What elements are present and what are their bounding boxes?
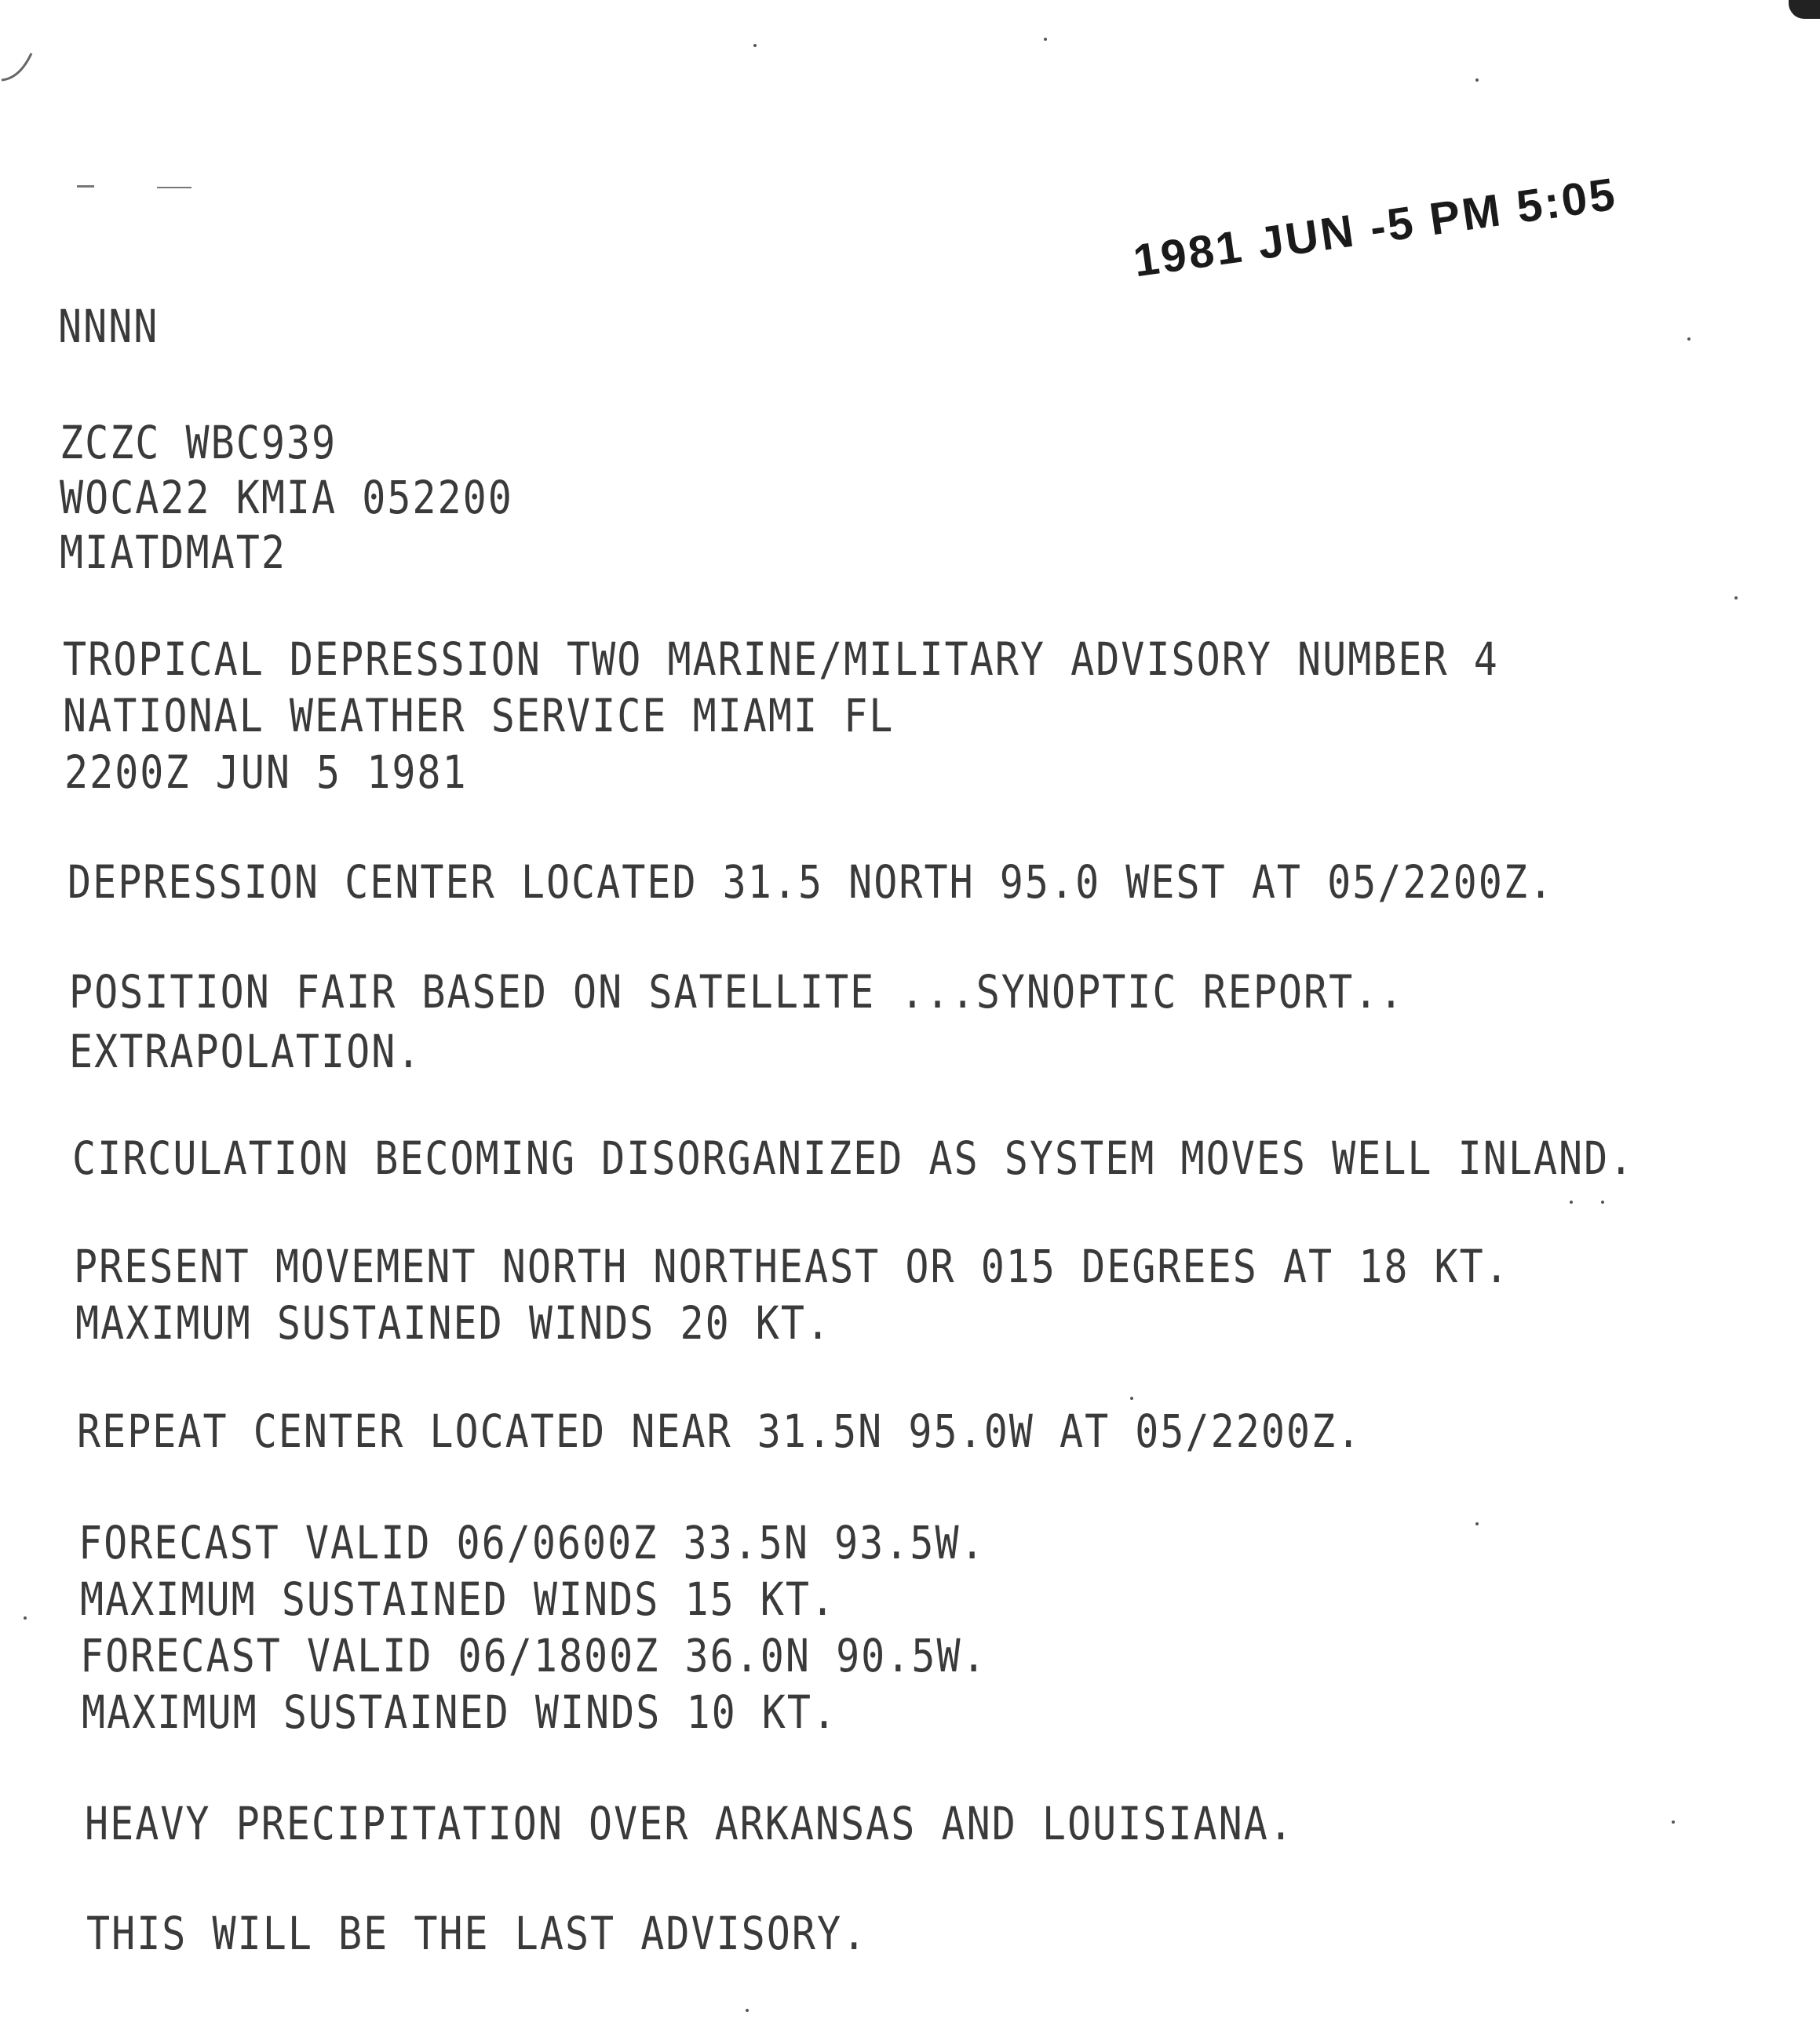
speck [1672,1820,1675,1824]
advisory-text-line: HEAVY PRECIPITATION OVER ARKANSAS AND LOUISIANA. [85,1798,1294,1850]
forecast-line: MAXIMUM SUSTAINED WINDS 10 KT. [82,1686,838,1739]
header-line: ZCZC WBC939 [60,417,337,469]
speck [1475,78,1479,82]
end-of-message-marker: NNNN [58,301,159,353]
speck [746,2009,749,2012]
speck [1734,596,1738,600]
speck [1130,1397,1133,1400]
received-timestamp-stamp: 1981 JUN -5 PM 5:05 [1130,168,1621,287]
advisory-text-line: REPEAT CENTER LOCATED NEAR 31.5N 95.0W AT 05/2200Z. [77,1405,1362,1458]
issuing-office: NATIONAL WEATHER SERVICE MIAMI FL [63,690,895,742]
speck [1044,38,1047,41]
closing-line: THIS WILL BE THE LAST ADVISORY. [86,1908,868,1960]
speck [1570,1201,1573,1204]
advisory-text-line: EXTRAPOLATION. [69,1026,422,1078]
advisory-text-line: MAXIMUM SUSTAINED WINDS 20 KT. [75,1297,832,1350]
forecast-line: FORECAST VALID 06/0600Z 33.5N 93.5W. [78,1517,986,1569]
corner-ink-mark [1789,0,1820,19]
issue-time: 2200Z JUN 5 1981 [64,746,468,799]
margin-curl-mark [0,47,47,86]
advisory-text-line: CIRCULATION BECOMING DISORGANIZED AS SYSTEM MOVES WELL INLAND. [72,1132,1635,1185]
advisory-text-line: POSITION FAIR BASED ON SATELLITE ...SYNOPTIC REPORT.. [69,966,1405,1019]
speck [1601,1201,1604,1204]
forecast-line: FORECAST VALID 06/1800Z 36.0N 90.5W. [80,1630,987,1682]
advisory-text-line: DEPRESSION CENTER LOCATED 31.5 NORTH 95.0 WEST AT 05/2200Z. [67,856,1555,909]
advisory-text-line: PRESENT MOVEMENT NORTH NORTHEAST OR 015 DEGREES AT 18 KT. [74,1241,1510,1293]
stray-dash-mark [157,187,191,188]
speck [753,44,757,47]
speck [24,1616,27,1620]
speck [1687,337,1691,341]
header-line: WOCA22 KMIA 052200 [60,472,513,524]
speck [1475,1522,1479,1525]
stray-dash-mark [77,185,94,188]
forecast-line: MAXIMUM SUSTAINED WINDS 15 KT. [80,1573,837,1626]
advisory-title: TROPICAL DEPRESSION TWO MARINE/MILITARY ADVISORY NUMBER 4 [63,633,1499,686]
header-line: MIATDMAT2 [60,527,286,579]
